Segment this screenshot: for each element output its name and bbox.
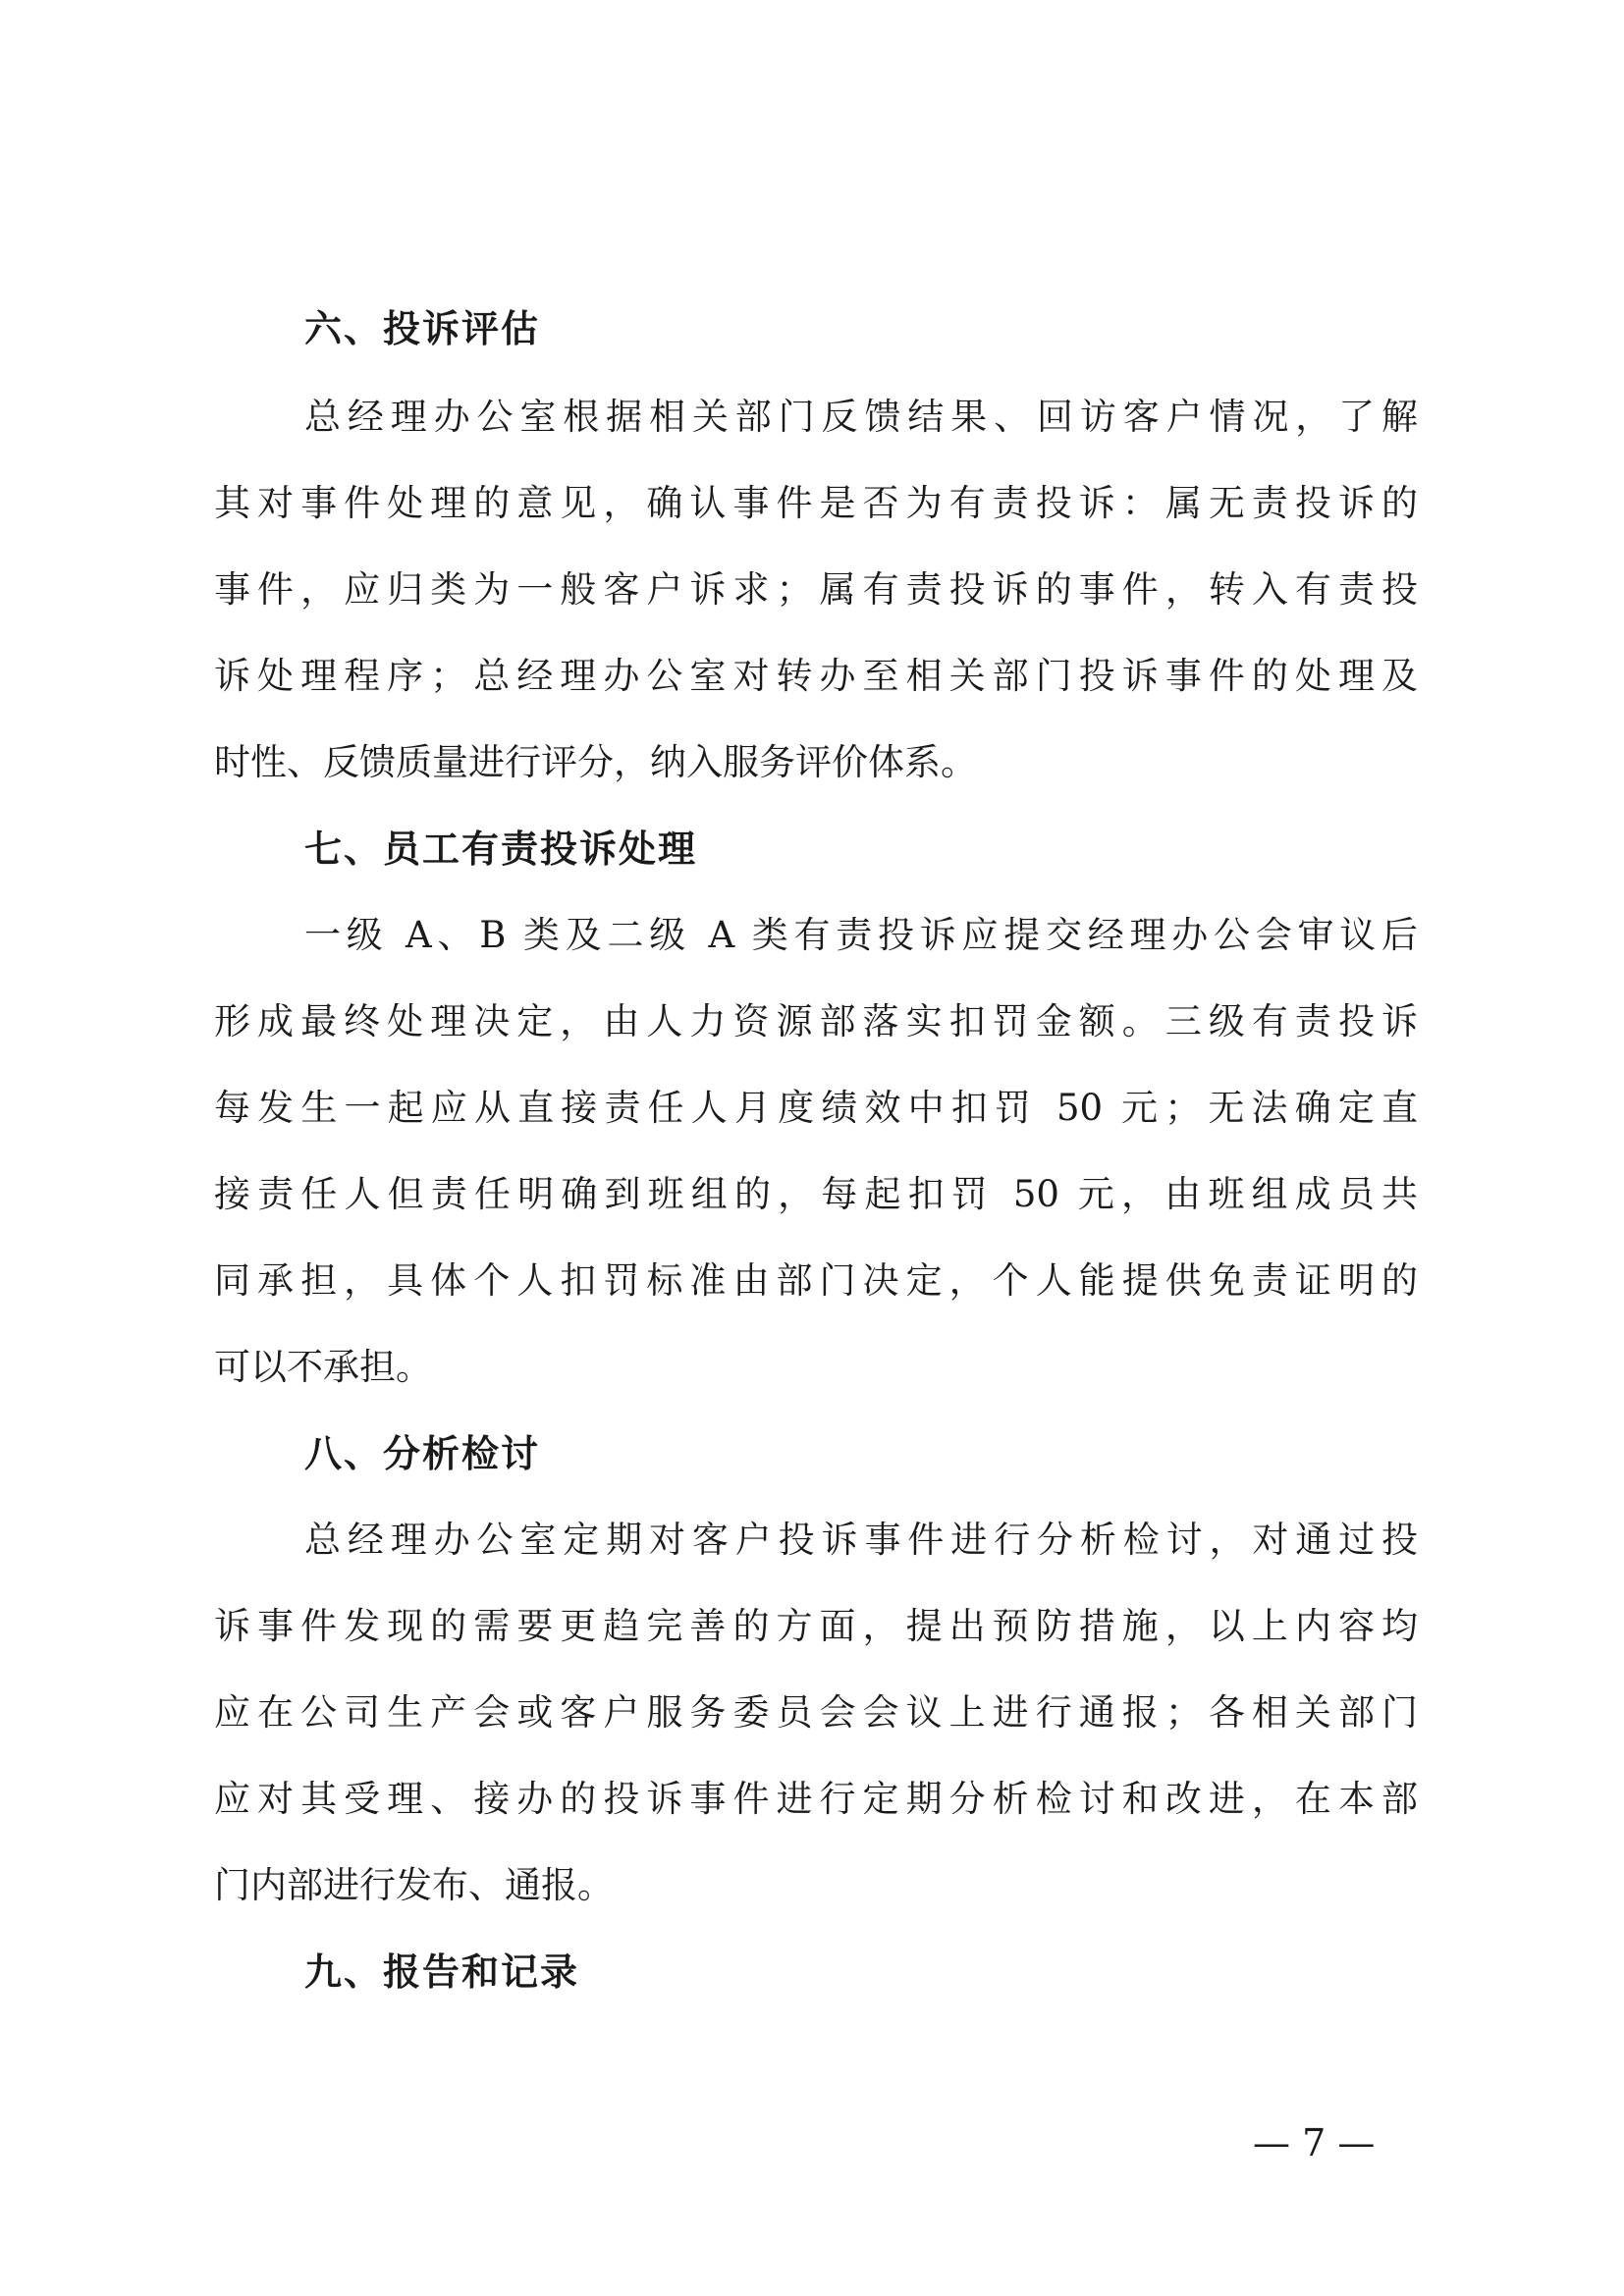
paragraph-line: 门内部进行发布、通报。 [214, 1864, 614, 1906]
paragraph-line: 时性、反馈质量进行评分，纳入服务评价体系。 [214, 741, 977, 783]
paragraph-line: 同承担，具体个人扣罚标准由部门决定，个人能提供免责证明的 [214, 1259, 1418, 1302]
section-heading-7: 七、员工有责投诉处理 [304, 828, 698, 871]
paragraph-line: 事件，应归类为一般客户诉求；属有责投诉的事件，转入有责投 [214, 568, 1418, 611]
section-heading-6: 六、投诉评估 [304, 307, 541, 350]
paragraph-line: 其对事件处理的意见，确认事件是否为有责投诉：属无责投诉的 [214, 482, 1418, 524]
paragraph-line: 每发生一起应从直接责任人月度绩效中扣罚 50 元；无法确定直 [214, 1087, 1418, 1129]
paragraph-line: 接责任人但责任明确到班组的，每起扣罚 50 元，由班组成员共 [214, 1173, 1418, 1215]
paragraph-line: 诉处理程序；总经理办公室对转办至相关部门投诉事件的处理及 [214, 655, 1418, 697]
paragraph-line: 诉事件发现的需要更趋完善的方面，提出预防措施，以上内容均 [214, 1605, 1418, 1647]
paragraph-line: 形成最终处理决定，由人力资源部落实扣罚金额。三级有责投诉 [214, 1000, 1418, 1042]
paragraph-line: 可以不承担。 [214, 1346, 432, 1388]
section-heading-8: 八、分析检讨 [304, 1432, 541, 1475]
paragraph-line: 一级 A、B 类及二级 A 类有责投诉应提交经理办公会审议后 [304, 914, 1418, 956]
section-heading-9: 九、报告和记录 [304, 1950, 580, 1994]
paragraph-line: 总经理办公室定期对客户投诉事件进行分析检讨，对通过投 [304, 1519, 1418, 1561]
paragraph-line: 总经理办公室根据相关部门反馈结果、回访客户情况，了解 [304, 396, 1418, 438]
paragraph-line: 应对其受理、接办的投诉事件进行定期分析检讨和改进，在本部 [214, 1778, 1418, 1820]
paragraph-line: 应在公司生产会或客户服务委员会会议上进行通报；各相关部门 [214, 1691, 1418, 1734]
page-number: — 7 — [1253, 2121, 1376, 2164]
